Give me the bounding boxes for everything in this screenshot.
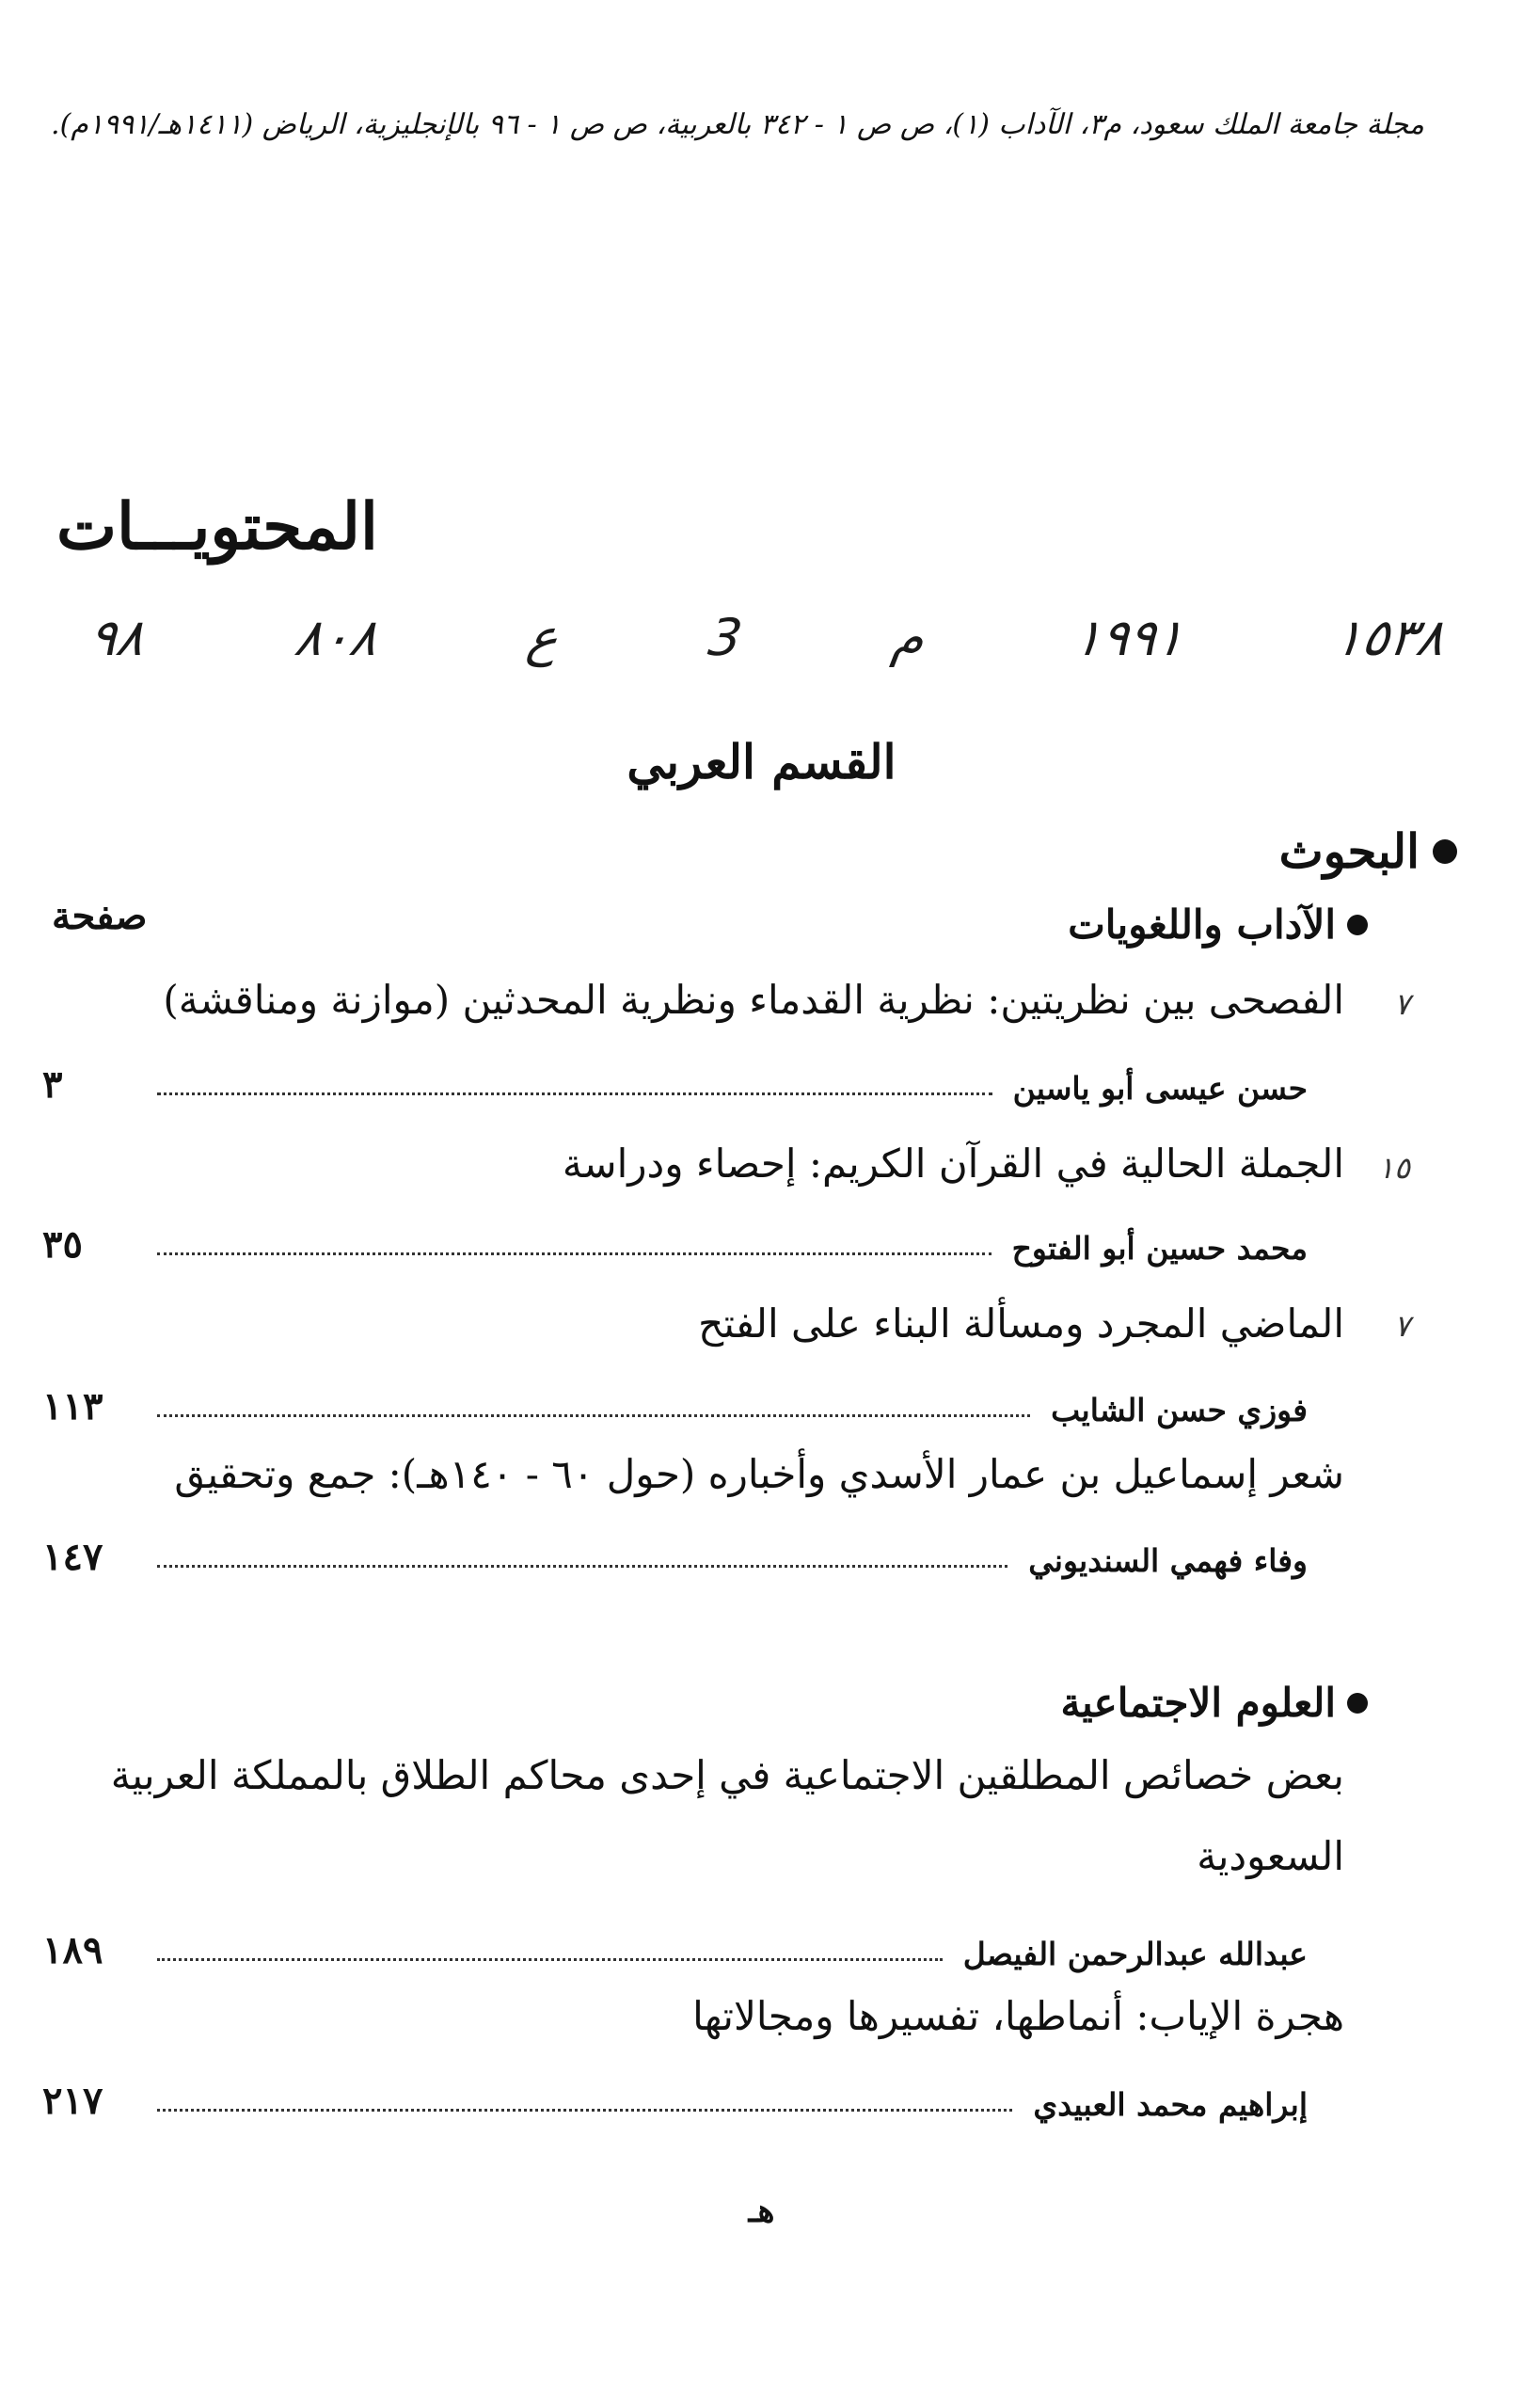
leader-dots: [157, 1565, 1007, 1568]
article-author-line: [42, 2070, 1308, 2123]
article-author-line: [42, 1214, 1308, 1267]
article-author: إبراهيم محمد العبيدي: [1033, 2086, 1308, 2123]
leader-dots: [157, 2109, 1012, 2112]
article-title: الماضي المجرد ومسألة البناء على الفتح: [698, 1300, 1344, 1347]
research-heading-label: البحوث: [1278, 823, 1420, 879]
article-author-line: [42, 1376, 1308, 1428]
article-page-number: ١١٣: [42, 1384, 103, 1428]
article-title: الجملة الحالية في القرآن الكريم: إحصاء ودراسة: [562, 1140, 1344, 1187]
article-page-number: ٣٥: [42, 1222, 83, 1267]
article-title-line-1: بعض خصائص المطلقين الاجتماعية في إحدى محاكم الطلاق بالمملكة العربية: [110, 1752, 1344, 1798]
handwritten-note: ١٥٣٨: [1330, 607, 1449, 667]
subsection-heading-literature: [1068, 901, 1368, 948]
article-page-number: ١٨٩: [42, 1928, 103, 1972]
article-author: حسن عيسى أبو ياسين: [1012, 1070, 1308, 1107]
research-heading: [1279, 823, 1457, 879]
article-author-line: [42, 1920, 1308, 1972]
handwritten-note: ١٩٩١: [1071, 607, 1188, 667]
article-title-line-2: السعودية: [1197, 1833, 1344, 1879]
bullet-icon: [1347, 915, 1368, 935]
article-title: الفصحى بين نظريتين: نظرية القدماء ونظرية المحدثين (موازنة ومناقشة): [163, 977, 1344, 1023]
margin-mark: ٧: [1393, 1308, 1410, 1344]
bullet-icon: [1433, 839, 1457, 864]
article-author-line: [42, 1054, 1308, 1107]
article-page-number: ٢١٧: [42, 2079, 103, 2123]
handwritten-note: م: [888, 607, 928, 667]
article-author-line: [42, 1526, 1308, 1579]
handwritten-notes: [85, 585, 1449, 689]
leader-dots: [157, 1958, 943, 1961]
handwritten-note: ٩٨: [85, 607, 149, 667]
handwritten-note: ٨٠٨: [291, 607, 381, 667]
article-title: شعر إسماعيل بن عمار الأسدي وأخباره (حول ٦٠ - ١٤٠هـ): جمع وتحقيق: [174, 1451, 1344, 1497]
article-author: فوزي حسن الشايب: [1051, 1392, 1308, 1428]
article-page-number: ١٤٧: [42, 1535, 103, 1579]
margin-mark: ١٥: [1377, 1150, 1410, 1186]
page-title: المحتويـــات: [56, 489, 378, 565]
page-marker: هـ: [748, 2193, 775, 2230]
subsection-heading-label: العلوم الاجتماعية: [1060, 1680, 1336, 1726]
handwritten-note: ع: [523, 607, 563, 667]
page-column-label: صفحة: [52, 894, 148, 938]
article-title: هجرة الإياب: أنماطها، تفسيرها ومجالاتها: [692, 1993, 1344, 2039]
leader-dots: [157, 1414, 1030, 1417]
subsection-heading-label: الآداب واللغويات: [1068, 901, 1336, 948]
leader-dots: [157, 1092, 992, 1095]
article-page-number: ٣: [42, 1062, 63, 1107]
article-author: محمد حسين أبو الفتوح: [1011, 1230, 1308, 1267]
article-author: وفاء فهمي السنديوني: [1028, 1542, 1308, 1579]
article-author: عبدالله عبدالرحمن الفيصل: [962, 1936, 1308, 1972]
subsection-heading-social: [1060, 1680, 1368, 1726]
margin-mark: ٧: [1393, 986, 1410, 1022]
bullet-icon: [1347, 1693, 1368, 1714]
section-heading: القسم العربي: [627, 734, 896, 789]
handwritten-note: 3: [705, 607, 746, 667]
journal-citation: مجلة جامعة الملك سعود، م٣، الآداب (١)، ص ص ١ - ٣٤٢ بالعربية، ص ص ١ - ٩٦ بالإنجليزية، الرياض (١٤١١هـ/١٩٩١م).: [51, 108, 1424, 141]
leader-dots: [157, 1252, 992, 1255]
